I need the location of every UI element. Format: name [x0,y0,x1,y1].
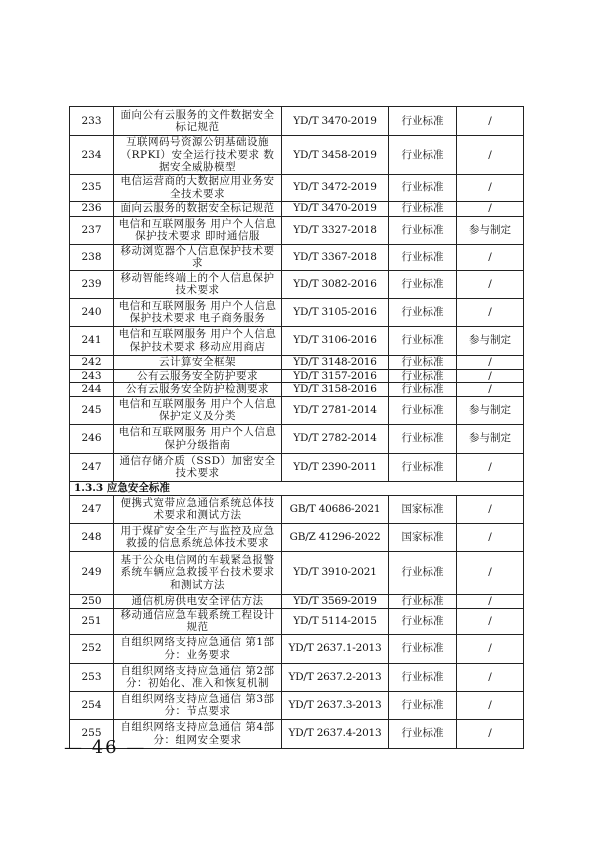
standard-type: 国家标准 [389,495,457,523]
standard-name: 电信和互联网服务 用户个人信息保护分级指南 [114,424,282,453]
participation-note: 参与制定 [457,216,524,244]
standard-code: YD/T 3105-2016 [282,298,389,326]
row-number: 243 [70,369,114,383]
standard-name: 电信和互联网服务 用户个人信息保护定义及分类 [114,396,282,424]
table-row [70,216,524,244]
standard-code: YD/T 3470-2019 [282,201,389,216]
standard-name: 电信和互联网服务 用户个人信息保护技术要求 移动应用商店 [114,326,282,355]
table-row [70,244,524,270]
standard-type: 行业标准 [389,355,457,369]
table-row [70,298,524,326]
standard-code: YD/T 3082-2016 [282,270,389,298]
standard-code: YD/T 2781-2014 [282,396,389,424]
standard-type: 行业标准 [389,383,457,397]
standard-code: YD/T 3910-2021 [282,551,389,594]
standard-type: 行业标准 [389,298,457,326]
standard-name: 移动智能终端上的个人信息保护技术要求 [114,270,282,298]
table-section-data-security [70,107,524,482]
table-row [70,270,524,298]
standard-type: 行业标准 [389,608,457,634]
standard-type: 行业标准 [389,551,457,594]
standard-type: 行业标准 [389,594,457,608]
standards-table [69,106,524,749]
standard-code: YD/T 3158-2016 [282,383,389,397]
table-row [70,396,524,424]
participation-note: / [457,174,524,201]
standard-name: 移动通信应急车载系统工程设计规范 [114,608,282,634]
standard-type: 行业标准 [389,216,457,244]
participation-note: / [457,369,524,383]
standard-name: 通信机房供电安全评估方法 [114,594,282,608]
standard-name: 自组织网络支持应急通信 第4部分：组网安全要求 [114,719,282,748]
participation-note: / [457,136,524,175]
standard-name: 电信和互联网服务 用户个人信息保护技术要求 即时通信服 [114,216,282,244]
participation-note: / [457,107,524,136]
participation-note: / [457,691,524,719]
table-row [70,174,524,201]
participation-note: / [457,453,524,481]
standard-type: 行业标准 [389,396,457,424]
row-number: 246 [70,424,114,453]
row-number: 251 [70,608,114,634]
participation-note: / [457,383,524,397]
standard-type: 行业标准 [389,634,457,663]
standard-code: YD/T 3470-2019 [282,107,389,136]
standard-name: 基于公众电信网的车载紧急报警系统车辆应急救援平台技术要求和测试方法 [114,551,282,594]
standard-name: 面向公有云服务的文件数据安全标记规范 [114,107,282,136]
standard-type: 行业标准 [389,270,457,298]
participation-note: / [457,355,524,369]
participation-note: / [457,495,524,523]
participation-note: 参与制定 [457,326,524,355]
table-row [70,453,524,481]
section-header-group [70,481,524,495]
participation-note: / [457,523,524,551]
standard-type: 行业标准 [389,136,457,175]
standard-name: 自组织网络支持应急通信 第1部分：业务要求 [114,634,282,663]
table-row [70,326,524,355]
table-row [70,663,524,691]
standard-code: GB/Z 41296-2022 [282,523,389,551]
table-row [70,369,524,383]
standard-code: YD/T 2637.1-2013 [282,634,389,663]
row-number: 252 [70,634,114,663]
table-row [70,691,524,719]
table-row [70,551,524,594]
participation-note: / [457,244,524,270]
standard-type: 行业标准 [389,326,457,355]
section-title: 1.3.3 应急安全标准 [70,481,524,495]
standard-code: YD/T 3157-2016 [282,369,389,383]
standard-name: 电信运营商的大数据应用业务安全技术要求 [114,174,282,201]
standard-type: 行业标准 [389,691,457,719]
standard-name: 云计算安全框架 [114,355,282,369]
table-row [70,594,524,608]
row-number: 233 [70,107,114,136]
participation-note: / [457,551,524,594]
standard-name: 电信和互联网服务 用户个人信息保护技术要求 电子商务服务 [114,298,282,326]
table-row [70,634,524,663]
row-number: 240 [70,298,114,326]
standard-type: 行业标准 [389,201,457,216]
table-row [70,355,524,369]
row-number: 239 [70,270,114,298]
standard-code: YD/T 3327-2018 [282,216,389,244]
row-number: 242 [70,355,114,369]
standard-name: 自组织网络支持应急通信 第3部分：节点要求 [114,691,282,719]
participation-note: / [457,270,524,298]
row-number: 238 [70,244,114,270]
standard-type: 行业标准 [389,244,457,270]
standard-name: 通信存储介质（SSD）加密安全技术要求 [114,453,282,481]
row-number: 236 [70,201,114,216]
participation-note: / [457,663,524,691]
standard-type: 行业标准 [389,453,457,481]
row-number: 254 [70,691,114,719]
row-number: 237 [70,216,114,244]
participation-note: / [457,608,524,634]
participation-note: / [457,634,524,663]
table-section-emergency-security [70,495,524,748]
participation-note: / [457,719,524,748]
table-row [70,107,524,136]
row-number: 250 [70,594,114,608]
standard-code: YD/T 3367-2018 [282,244,389,270]
participation-note: 参与制定 [457,396,524,424]
table-row [70,136,524,175]
standard-name: 自组织网络支持应急通信 第2部分：初始化、准入和恢复机制 [114,663,282,691]
row-number: 255 [70,719,114,748]
standard-name: 移动浏览器个人信息保护技术要求 [114,244,282,270]
table-row [70,201,524,216]
row-number: 235 [70,174,114,201]
standard-type: 行业标准 [389,663,457,691]
participation-note: 参与制定 [457,424,524,453]
table-row [70,523,524,551]
standard-type: 行业标准 [389,719,457,748]
standard-type: 国家标准 [389,523,457,551]
standard-code: YD/T 2390-2011 [282,453,389,481]
standard-type: 行业标准 [389,369,457,383]
standard-type: 行业标准 [389,424,457,453]
table-row [70,495,524,523]
participation-note: / [457,298,524,326]
standard-code: YD/T 3148-2016 [282,355,389,369]
standard-type: 行业标准 [389,107,457,136]
standard-name: 便携式宽带应急通信系统总体技术要求和测试方法 [114,495,282,523]
standard-code: YD/T 5114-2015 [282,608,389,634]
standard-name: 面向云服务的数据安全标记规范 [114,201,282,216]
standard-code: YD/T 3472-2019 [282,174,389,201]
standard-code: GB/T 40686-2021 [282,495,389,523]
standard-name: 公有云服务安全防护检测要求 [114,383,282,397]
row-number: 234 [70,136,114,175]
standard-code: YD/T 2637.3-2013 [282,691,389,719]
row-number: 249 [70,551,114,594]
row-number: 241 [70,326,114,355]
row-number: 247 [70,495,114,523]
standard-code: YD/T 2782-2014 [282,424,389,453]
standard-name: 公有云服务安全防护要求 [114,369,282,383]
row-number: 253 [70,663,114,691]
standard-code: YD/T 3458-2019 [282,136,389,175]
row-number: 247 [70,453,114,481]
section-header-row [70,481,524,495]
standard-code: YD/T 3106-2016 [282,326,389,355]
page-number: — 46 — [64,737,147,758]
table-row [70,424,524,453]
participation-note: / [457,201,524,216]
standard-code: YD/T 2637.2-2013 [282,663,389,691]
participation-note: / [457,594,524,608]
standard-name: 互联网码号资源公钥基础设施（RPKI）安全运行技术要求 数据安全威胁模型 [114,136,282,175]
standard-code: YD/T 2637.4-2013 [282,719,389,748]
row-number: 244 [70,383,114,397]
row-number: 248 [70,523,114,551]
standard-name: 用于煤矿安全生产与监控及应急救援的信息系统总体技术要求 [114,523,282,551]
standard-type: 行业标准 [389,174,457,201]
row-number: 245 [70,396,114,424]
table-row [70,608,524,634]
table-row [70,383,524,397]
standard-code: YD/T 3569-2019 [282,594,389,608]
